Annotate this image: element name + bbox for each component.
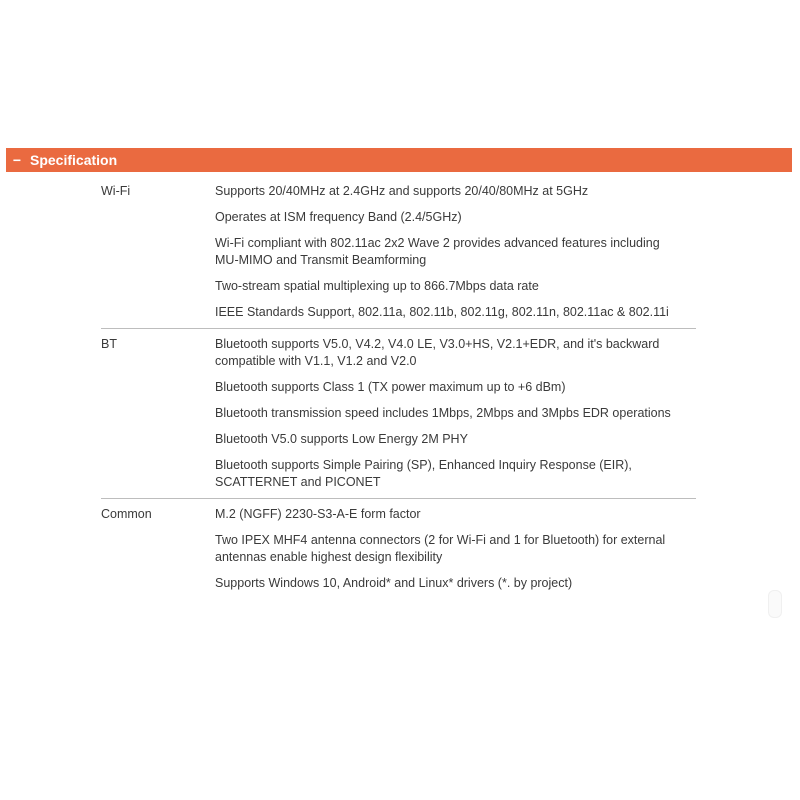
scroll-indicator[interactable] — [768, 590, 782, 618]
spec-items — [215, 183, 696, 323]
collapse-toggle-icon[interactable]: − — [12, 152, 22, 168]
spec-item: Bluetooth transmission speed includes 1Mbps, 2Mbps and 3Mpbs EDR operations — [215, 406, 671, 420]
category-label: Common — [101, 507, 152, 521]
spec-item: Wi-Fi compliant with 802.11ac 2x2 Wave 2 provides advanced features including MU-MIMO and Transmit Beamforming — [215, 236, 660, 267]
section-title: Specification — [30, 152, 118, 168]
spec-table — [101, 176, 696, 599]
specification-header[interactable] — [6, 148, 792, 172]
spec-section-wifi — [101, 176, 696, 329]
spec-section-bt — [101, 329, 696, 499]
spec-item: Bluetooth V5.0 supports Low Energy 2M PHY — [215, 432, 468, 446]
spec-item: Bluetooth supports Class 1 (TX power maximum up to +6 dBm) — [215, 380, 566, 394]
spec-item: Two IPEX MHF4 antenna connectors (2 for Wi-Fi and 1 for Bluetooth) for external antennas enable highest design flexibility — [215, 533, 666, 564]
spec-item: Supports Windows 10, Android* and Linux* drivers (*. by project) — [215, 576, 573, 590]
spec-item: Operates at ISM frequency Band (2.4/5GHz) — [215, 210, 462, 224]
spec-item: Bluetooth supports Simple Pairing (SP), Enhanced Inquiry Response (EIR), SCATTERNET and PICONET — [215, 458, 632, 489]
spec-items — [215, 336, 696, 493]
spec-item: M.2 (NGFF) 2230-S3-A-E form factor — [215, 507, 421, 521]
spec-item: Bluetooth supports V5.0, V4.2, V4.0 LE, V3.0+HS, V2.1+EDR, and it's backward compatible with V1.1, V1.2 and V2.0 — [215, 337, 660, 368]
spec-items — [215, 506, 696, 594]
spec-section-common — [101, 499, 696, 599]
spec-item: Two-stream spatial multiplexing up to 866.7Mbps data rate — [215, 279, 539, 293]
category-label: Wi-Fi — [101, 184, 131, 198]
spec-item: Supports 20/40MHz at 2.4GHz and supports 20/40/80MHz at 5GHz — [215, 184, 589, 198]
spec-item: IEEE Standards Support, 802.11a, 802.11b, 802.11g, 802.11n, 802.11ac & 802.11i — [215, 305, 669, 319]
category-label: BT — [101, 337, 117, 351]
